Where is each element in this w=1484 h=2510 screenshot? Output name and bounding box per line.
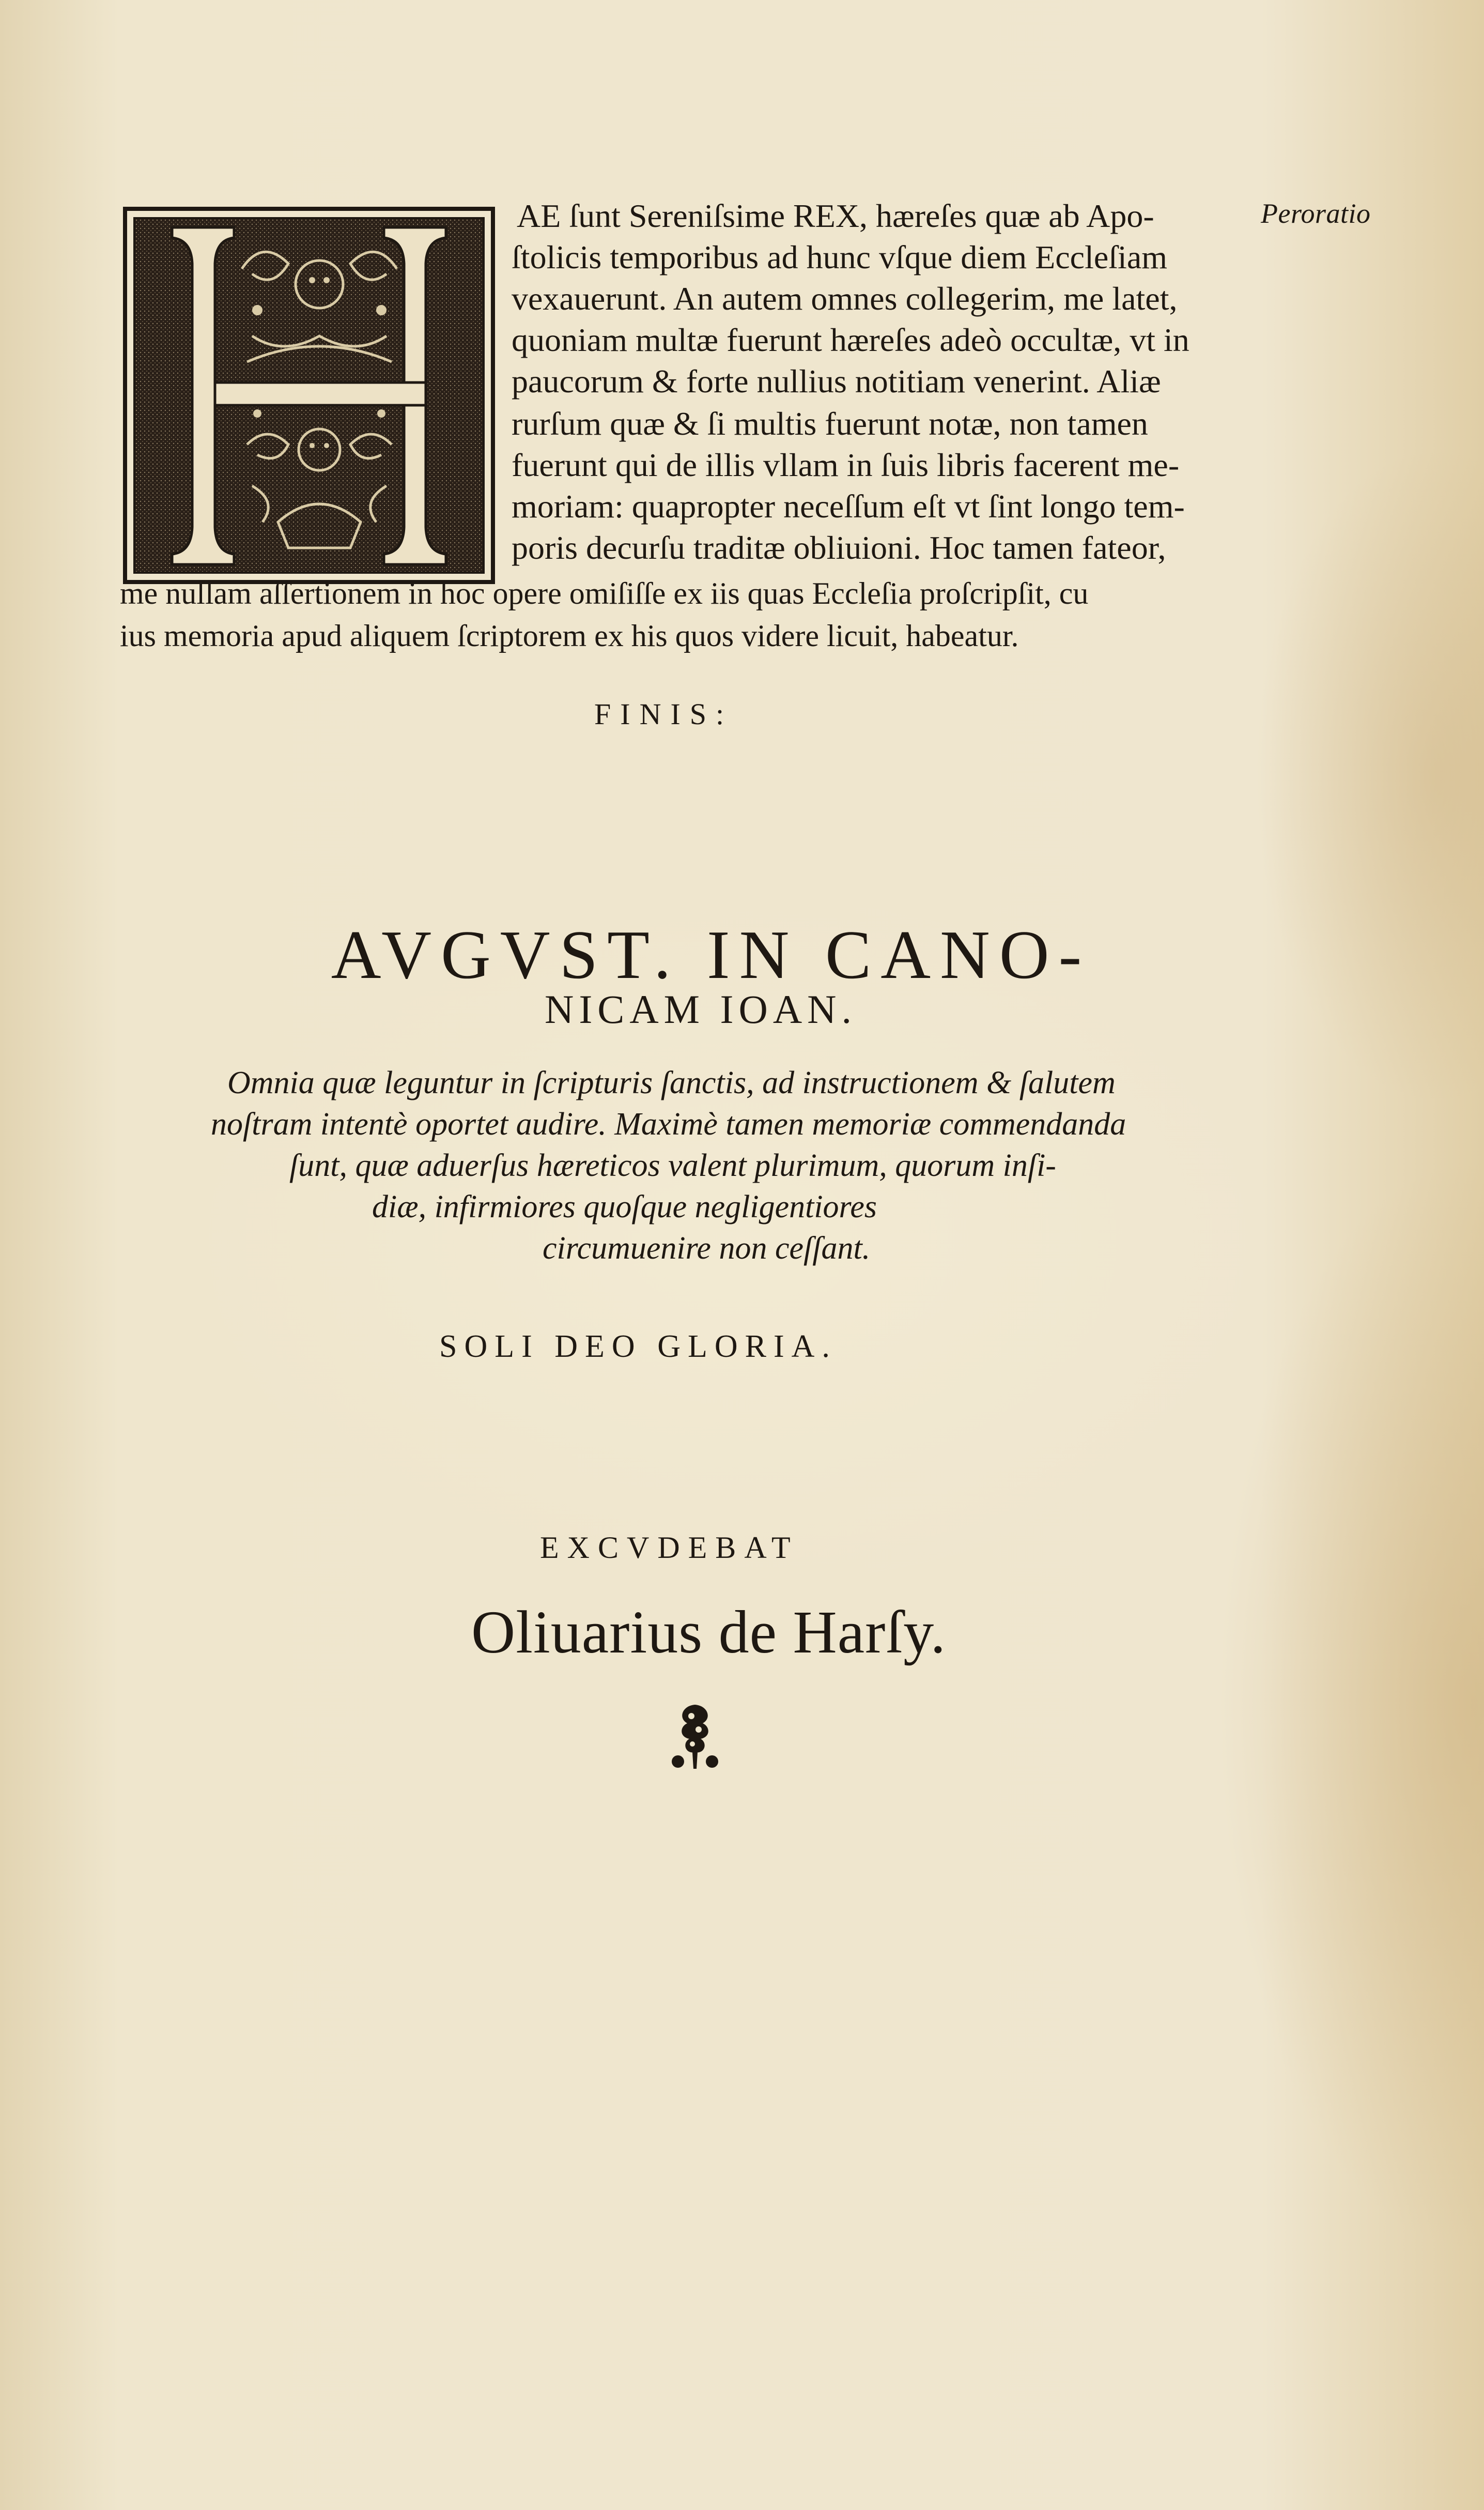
margin-note: Peroratio bbox=[1261, 198, 1371, 229]
finis-label: FINIS: bbox=[594, 697, 734, 731]
text-line: ius memoria apud aliquem ſcriptorem ex his quos videre licuit, habeatur. bbox=[120, 619, 1019, 653]
text-line: moriam: quapropter neceſſum eſt vt ſint longo tem- bbox=[512, 488, 1185, 525]
text-line: AE ſunt Sereniſsime REX, hæreſes quæ ab Apo- bbox=[517, 197, 1154, 234]
section-subheading: NICAM IOAN. bbox=[545, 987, 857, 1032]
printer-name: Oliuarius de Harſy. bbox=[471, 1598, 947, 1666]
quote-line: noſtram intentè oportet audire. Maximè tamen memoriæ commendanda bbox=[211, 1107, 1126, 1142]
quote-line: diæ, infirmiores quoſque negligentiores bbox=[372, 1189, 877, 1225]
text-line: vexauerunt. An autem omnes collegerim, me latet, bbox=[512, 280, 1178, 317]
text-line: me nullam aſſertionem in hoc opere omiſiſſe ex iis quas Eccleſia proſcripſit, cu bbox=[120, 576, 1089, 610]
closing-motto: SOLI DEO GLORIA. bbox=[439, 1329, 837, 1364]
decorated-initial-h bbox=[123, 207, 495, 584]
fleuron-icon bbox=[667, 1701, 723, 1773]
section-heading: AVGVST. IN CANO- bbox=[331, 916, 1091, 993]
quote-line: circumuenire non ceſſant. bbox=[543, 1231, 871, 1266]
quote-line: ſunt, quæ aduerſus hæreticos valent plurimum, quorum inſi- bbox=[289, 1148, 1056, 1183]
text-line: paucorum & forte nullius notitiam venerint. Aliæ bbox=[512, 363, 1161, 400]
text-line: rurſum quæ & ſi multis fuerunt notæ, non tamen bbox=[512, 405, 1148, 442]
quote-line: Omnia quæ leguntur in ſcripturis ſanctis, ad instructionem & ſalutem bbox=[227, 1065, 1116, 1100]
text-line: quoniam multæ fuerunt hæreſes adeò occultæ, vt in bbox=[512, 322, 1189, 358]
colophon-label: EXCVDEBAT bbox=[540, 1531, 799, 1565]
text-line: ſtolicis temporibus ad hunc vſque diem Eccleſiam bbox=[512, 239, 1167, 276]
text-line: fuerunt qui de illis vllam in ſuis libris facerent me- bbox=[512, 447, 1180, 483]
text-line: poris decurſu traditæ obliuioni. Hoc tamen fateor, bbox=[512, 529, 1166, 566]
